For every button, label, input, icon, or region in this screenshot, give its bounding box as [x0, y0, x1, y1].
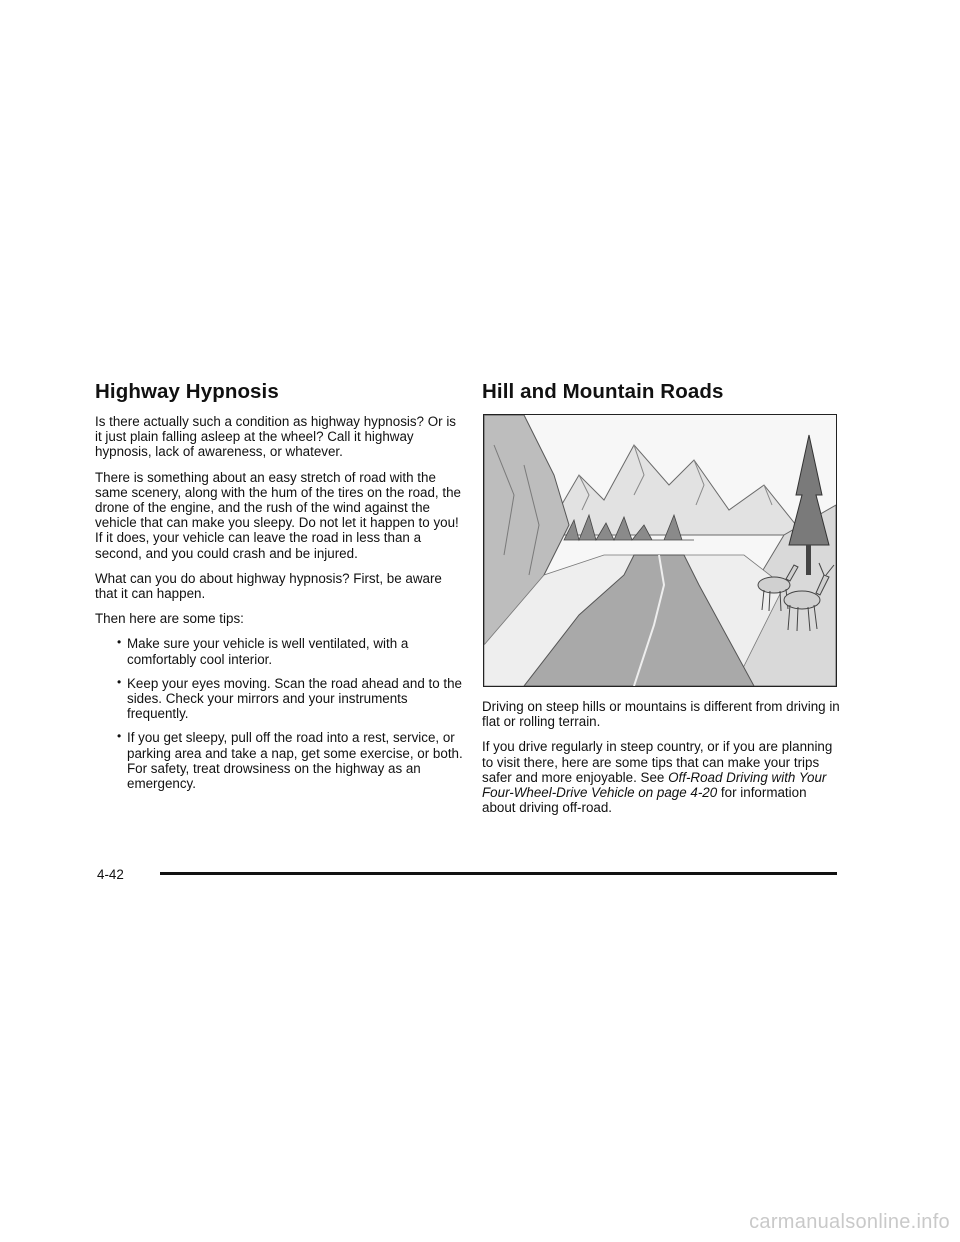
footer-rule — [160, 872, 837, 875]
paragraph: Then here are some tips: — [95, 611, 244, 627]
list-item: • Make sure your vehicle is well ventilated, with a comfortably cool interior. — [117, 635, 409, 667]
bullet-icon: • — [117, 729, 122, 744]
watermark: carmanualsonline.info — [749, 1211, 950, 1233]
right-column — [482, 380, 842, 825]
paragraph: Is there actually such a condition as highway hypnosis? Or is it just plain falling asleep at the wheel? Call it highway hypnosis, lack of awareness, or whatever. — [95, 414, 456, 460]
list-item: • Keep your eyes moving. Scan the road ahead and to the sides. Check your mirrors and your instruments frequently. — [117, 674, 462, 722]
bullet-icon: • — [117, 635, 122, 650]
left-column — [95, 380, 465, 800]
paragraph: What can you do about highway hypnosis? First, be aware that it can happen. — [95, 570, 442, 602]
paragraph: There is something about an easy stretch of road with the same scenery, along with the hum of the tires on the road, the drone of the engine, and the rush of the wind against the vehicle that can make you sleepy. Do not let it happen to you! If it does, your vehicle can leave the road in less than a second, and you could crash and be injured. — [95, 469, 461, 561]
bullet-icon: • — [117, 674, 122, 689]
paragraph: If you drive regularly in steep country, or if you are planning to visit there, here are some tips that can make your trips safer and more enjoyable. See Off-Road Driving with Your Four-Wheel-Drive Vehicle on page 4-20 for information about driving off-road. — [482, 739, 833, 816]
cross-reference-link[interactable]: Off-Road Driving with Your Four-Wheel-Drive Vehicle on page 4-20 — [482, 769, 827, 801]
section-title-hill-mountain-roads: Hill and Mountain Roads — [482, 380, 724, 403]
section-title-highway-hypnosis: Highway Hypnosis — [95, 380, 279, 403]
page-number: 4-42 — [97, 867, 124, 882]
tips-list — [95, 636, 465, 791]
list-item: • If you get sleepy, pull off the road into a rest, service, or parking area and take a nap, get some exercise, or both. For safety, treat drowsiness on the highway as an emergency. — [117, 729, 463, 792]
paragraph: Driving on steep hills or mountains is different from driving in flat or rolling terrain. — [482, 699, 840, 730]
mountain-road-illustration — [483, 414, 837, 687]
